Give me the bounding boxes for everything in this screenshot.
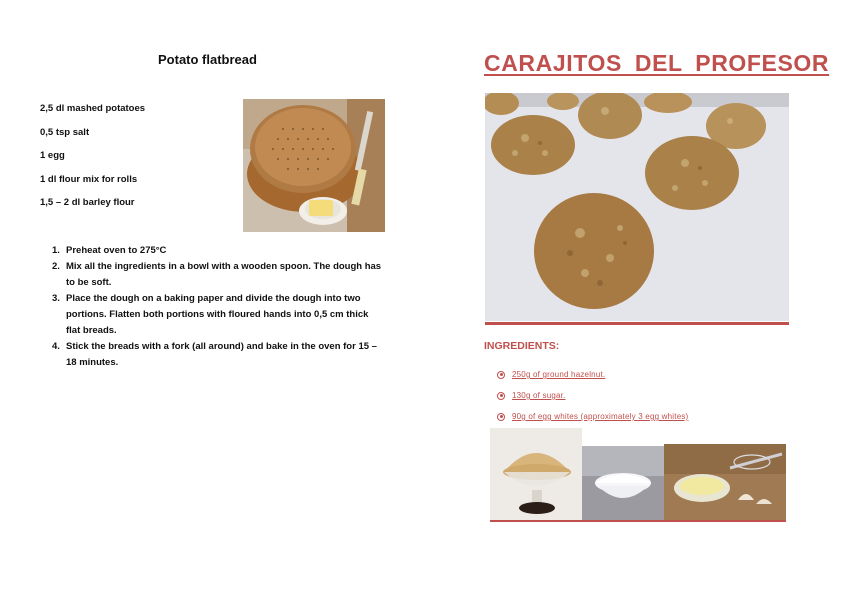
ingredient-text: 250g of ground hazelnut. bbox=[512, 370, 606, 379]
ingredient-item bbox=[497, 385, 688, 406]
right-page bbox=[430, 0, 848, 600]
step-text: Place the dough on a baking paper and divide the dough into two portions. Flatten both portions with floured hands into 0,5 cm thick flat breads. bbox=[66, 293, 369, 336]
ingredient-item: 0,5 tsp salt bbox=[40, 126, 90, 138]
step-text: Stick the breads with a fork (all around) and bake in the oven for 15 – 18 minutes. bbox=[66, 341, 377, 368]
ingredients-photo-strip bbox=[490, 428, 786, 522]
ingredient-item: 2,5 dl mashed potatoes bbox=[40, 103, 146, 114]
ground-hazelnut-photo bbox=[490, 428, 582, 522]
ingredient-text: 130g of sugar. bbox=[512, 391, 566, 400]
step-item bbox=[40, 291, 385, 339]
recipe-title-carajitos: CARAJITOS DEL PROFESOR bbox=[484, 50, 830, 76]
step-number: 2. bbox=[52, 261, 60, 272]
step-item bbox=[40, 339, 385, 371]
carajitos-ingredient-list bbox=[497, 364, 688, 427]
step-text: Preheat oven to 275°C bbox=[66, 245, 167, 256]
circle-bullet-icon bbox=[497, 392, 505, 400]
recipe-title-flatbread: Potato flatbread bbox=[158, 52, 257, 67]
step-item bbox=[40, 243, 385, 259]
ingredient-text: 90g of egg whites (approximately 3 egg whites) bbox=[512, 412, 689, 421]
photo-strip-underline bbox=[490, 520, 786, 522]
step-number: 1. bbox=[52, 245, 60, 256]
flatbread-ingredient-list bbox=[40, 102, 145, 220]
ingredients-heading: INGREDIENTS: bbox=[484, 340, 560, 352]
step-number: 3. bbox=[52, 293, 60, 304]
title-separator-rule bbox=[485, 322, 789, 325]
egg-whites-photo bbox=[664, 444, 786, 522]
step-number: 4. bbox=[52, 341, 60, 352]
carajitos-cookies-photo bbox=[485, 93, 789, 321]
circle-bullet-icon bbox=[497, 371, 505, 379]
flatbread-photo bbox=[243, 99, 385, 232]
step-item bbox=[40, 259, 385, 291]
flatbread-steps-list bbox=[40, 243, 385, 371]
step-text: Mix all the ingredients in a bowl with a wooden spoon. The dough has to be soft. bbox=[66, 261, 382, 288]
circle-bullet-icon bbox=[497, 413, 505, 421]
sugar-photo bbox=[582, 446, 664, 522]
ingredient-item: 1 dl flour mix for rolls bbox=[40, 173, 138, 185]
ingredient-item: 1 egg bbox=[40, 150, 65, 161]
ingredient-item bbox=[497, 406, 688, 427]
ingredient-item: 1,5 – 2 dl barley flour bbox=[40, 197, 135, 208]
ingredient-item bbox=[497, 364, 688, 385]
